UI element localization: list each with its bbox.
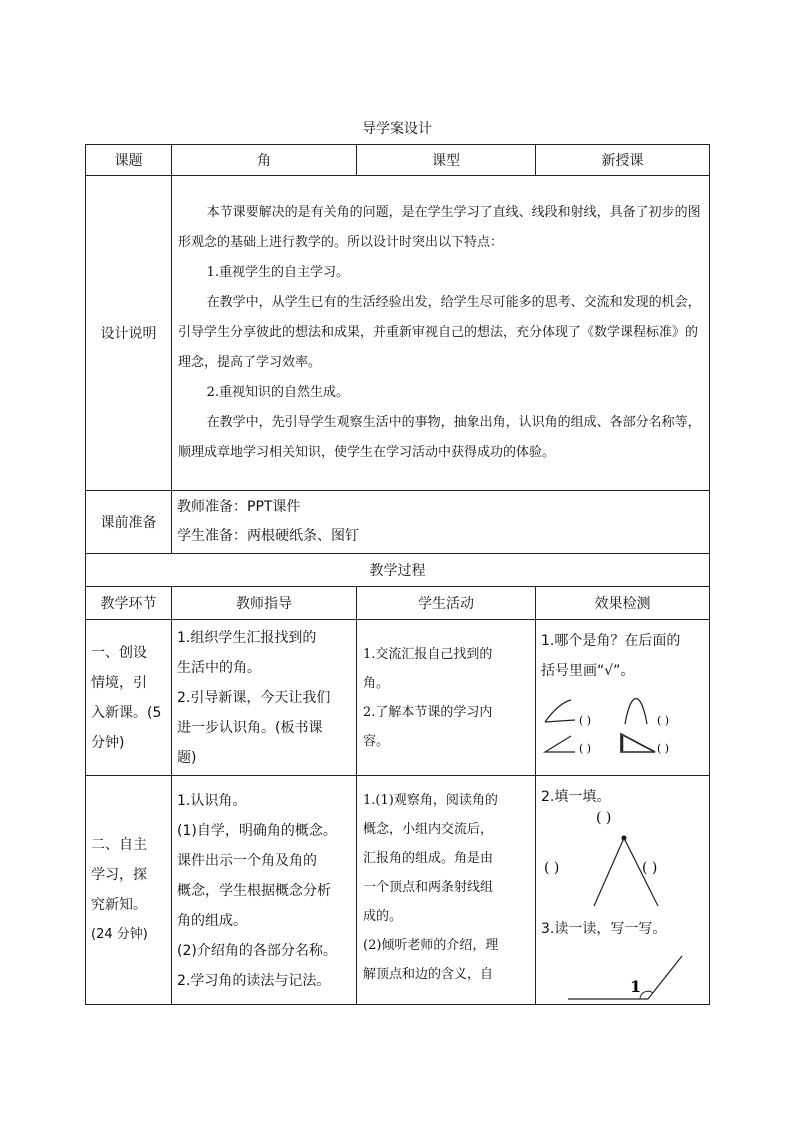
row2-student-line: 成的。 xyxy=(363,909,403,924)
row2-stage-line: 二、自主 xyxy=(91,837,147,853)
row1-student xyxy=(357,620,536,776)
row2-check xyxy=(536,776,710,1005)
arch-figure xyxy=(625,699,647,725)
design-paragraph-4: 2.重视知识的自然生成。 xyxy=(206,385,349,400)
curve-figure-1-base xyxy=(545,720,575,722)
row1-teacher-line: 进一步认识角。(板书课 xyxy=(177,719,323,736)
row2-student xyxy=(357,776,536,1005)
row2-teacher-line: (1)自学，明确角的概念。 xyxy=(177,823,337,839)
row2-student-line: 1.(1)观察角，阅读角的 xyxy=(363,793,498,808)
row1-check xyxy=(536,620,710,776)
row2-student-line: 一个顶点和两条射线组 xyxy=(363,880,494,895)
row2-student-line: 汇报角的组成。角是由 xyxy=(363,851,494,866)
angle-figure xyxy=(545,736,575,752)
lesson-plan-table xyxy=(85,144,710,1005)
answer-paren-4: ( ) xyxy=(657,742,670,755)
prep-student: 学生准备：两根硬纸条、图钉 xyxy=(177,528,359,544)
design-label: 设计说明 xyxy=(86,176,172,491)
row2-student-line: (2)倾听老师的介绍，理 xyxy=(363,938,499,953)
document-title: 导学案设计 xyxy=(362,121,432,137)
header-row xyxy=(86,145,710,176)
topic-label: 课题 xyxy=(86,145,172,176)
process-row-2 xyxy=(86,776,710,1005)
process-title: 教学过程 xyxy=(86,554,710,587)
col-header-check: 效果检测 xyxy=(536,587,710,620)
type-label: 课型 xyxy=(357,145,536,176)
row2-stage xyxy=(86,776,172,1005)
left-side-ray xyxy=(594,838,624,906)
row1-check-line: 括号里画“√”。 xyxy=(541,663,635,679)
row2-teacher-line: 课件出示一个角及角的 xyxy=(177,853,317,869)
answer-paren-1: ( ) xyxy=(579,714,592,727)
row2-student-line: 概念，小组内交流后， xyxy=(363,822,494,837)
row2-student-line: 解顶点和边的含义，自 xyxy=(363,967,494,982)
row2-teacher-line: 角的组成。 xyxy=(177,913,247,929)
design-row xyxy=(86,176,710,491)
angle-number: 1 xyxy=(630,977,642,996)
answer-paren-3: ( ) xyxy=(579,742,592,755)
row1-stage-line: 分钟) xyxy=(91,734,125,751)
design-paragraph-1: 本节课要解决的是有关角的问题，是在学生学习了直线、线段和射线，具备了初步的图形观念的基础上进行教学的。所以设计时突出以下特点： xyxy=(178,205,701,250)
prep-label: 课前准备 xyxy=(86,491,172,554)
row1-teacher xyxy=(172,620,357,776)
row1-student-line: 2.了解本节课的学习内 xyxy=(363,704,493,720)
row2-teacher-line: 2.学习角的读法与记法。 xyxy=(177,973,331,989)
row2-teacher xyxy=(172,776,357,1005)
row1-check-line: 1.哪个是角？在后面的 xyxy=(541,633,681,649)
row2-stage-line: (24 分钟) xyxy=(91,927,148,942)
row1-stage-line: 一、创设 xyxy=(91,644,147,661)
answer-paren-2: ( ) xyxy=(657,714,670,727)
row2-teacher-line: (2)介绍角的各部分名称。 xyxy=(177,943,337,959)
vertex-paren: ( ) xyxy=(596,810,612,826)
row1-stage-line: 情境，引 xyxy=(91,674,147,691)
prep-teacher: 教师准备：PPT课件 xyxy=(177,499,301,515)
row1-teacher-line: 生活中的角。 xyxy=(177,659,261,676)
design-paragraph-5: 在教学中，先引导学生观察生活中的事物，抽象出角，认识角的组成、各部分名称等，顺理成章地学习相关知识，使学生在学习活动中获得成功的体验。 xyxy=(178,415,701,460)
row1-stage-line: 入新课。(5 xyxy=(91,704,162,721)
row1-student-line: 角。 xyxy=(363,675,390,691)
row2-stage-line: 究新知。 xyxy=(91,897,147,913)
row1-teacher-line: 题) xyxy=(177,749,197,766)
triangle-figure xyxy=(621,734,655,752)
left-side-paren: ( ) xyxy=(544,860,560,876)
process-header-row xyxy=(86,587,710,620)
row1-student-line: 容。 xyxy=(363,733,390,749)
row1-teacher-line: 1.组织学生汇报找到的 xyxy=(177,629,317,646)
col-header-stage: 教学环节 xyxy=(86,587,172,620)
read-write-label: 3.读一读，写一写。 xyxy=(541,921,667,937)
design-paragraph-3: 在教学中，从学生已有的生活经验出发，给学生尽可能多的思考、交流和发现的机会，引导学生分享彼此的想法和成果，并重新审视自己的想法，充分体现了《数学课程标准》的理念，提高了学习效率。 xyxy=(178,295,701,370)
design-paragraph-2: 1.重视学生的自主学习。 xyxy=(206,265,349,280)
numbered-angle-diagram xyxy=(536,944,710,1004)
row2-teacher-line: 概念，学生根据概念分析 xyxy=(177,883,331,899)
topic-value: 角 xyxy=(172,145,357,176)
row1-student-line: 1.交流汇报自己找到的 xyxy=(363,646,493,662)
fill-in-label: 2.填一填。 xyxy=(541,789,611,805)
right-side-paren: ( ) xyxy=(642,860,658,876)
prep-content xyxy=(172,491,710,554)
row1-stage xyxy=(86,620,172,776)
col-header-student: 学生活动 xyxy=(357,587,536,620)
process-title-row xyxy=(86,554,710,587)
row1-teacher-line: 2.引导新课，今天让我们 xyxy=(177,689,331,706)
curve-figure-1 xyxy=(545,700,571,722)
design-content xyxy=(172,176,710,491)
process-row-1 xyxy=(86,620,710,776)
col-header-teacher: 教师指导 xyxy=(172,587,357,620)
type-value: 新授课 xyxy=(536,145,710,176)
prep-row xyxy=(86,491,710,554)
angle-figures xyxy=(541,686,705,756)
row2-stage-line: 学习，探 xyxy=(91,867,147,883)
row2-teacher-line: 1.认识角。 xyxy=(177,793,247,809)
angle-parts-diagram xyxy=(536,806,710,916)
